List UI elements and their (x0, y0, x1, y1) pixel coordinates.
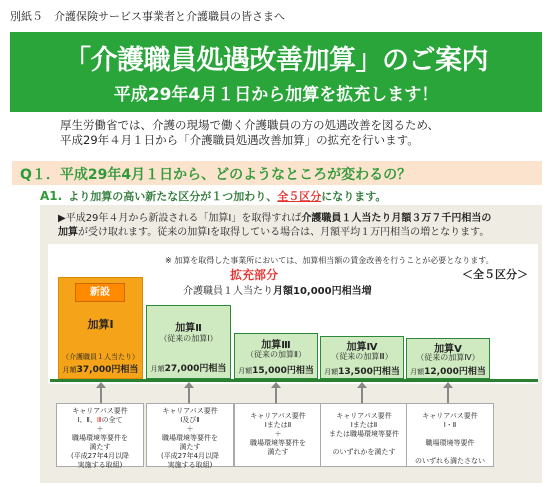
req-line: キャリアパス要件 (162, 407, 218, 415)
question-text: Q１．平成29年4月１日から、どのようなところが変わるの？ (20, 167, 412, 183)
up-arrow-icon (361, 383, 363, 403)
chart-note: ※ 加算を取得した事業所においては、加算相当額の賃金改善を行うことが必要となります。 (165, 256, 494, 265)
req-line: の全て (101, 416, 123, 424)
bar-kasan-4-amount (321, 364, 403, 377)
req-line: キャリアパス要件 (250, 412, 306, 420)
answer-text-end: になります。 (321, 190, 387, 203)
intro-line: 平成29年４月１日から「介護職員処遇改善加算」の拡充を行います。 (60, 133, 419, 147)
bar-kasan-3 (234, 333, 318, 379)
bar-kasan-4-amount-value: 13,500円相当 (338, 367, 400, 377)
requirement-box-2 (146, 403, 234, 467)
banner-subtitle: 平成29年4月１日から加算を拡充します！ (113, 85, 439, 105)
req-spacer (321, 439, 407, 448)
intro-paragraph (60, 118, 530, 148)
bar-kasan-3-amount (235, 363, 317, 376)
req-spacer (407, 430, 493, 439)
req-line: 満たす (179, 443, 201, 451)
bar-kasan-4-amount-prefix: 月額 (324, 368, 339, 376)
req-line: ⅠまたはⅡ (264, 421, 292, 429)
bar-kasan-2-amount (147, 361, 230, 374)
req-line: 職場環境等要件を (72, 434, 128, 442)
five-categories-label: ＜全５区分＞ (462, 268, 528, 281)
req-line: ＋ (186, 425, 194, 433)
document-label: 別紙５ 介護保険サービス事業者と介護職員の皆さまへ (10, 10, 285, 23)
bar-kasan-2-name: 加算Ⅱ (175, 323, 202, 334)
bar-kasan-3-amount-value: 15,000円相当 (252, 366, 314, 376)
panel-line2: が受け取れます。従来の加算Ⅰを取得している場合は、月額平均１万円相当の増となります。 (78, 227, 490, 238)
bar-kasan-1-amount-value: 37,000円相当 (76, 365, 139, 375)
bar-kasan-2-amount-value: 27,000円相当 (164, 364, 227, 374)
bar-kasan-5-sub: （従来の加算Ⅳ） (416, 353, 480, 362)
answer-line (40, 188, 386, 204)
req-line: (平成27年4月以降 (160, 452, 220, 460)
req-line: 実施する取組) (77, 461, 123, 469)
req-line: キャリアパス要件 (422, 412, 478, 420)
panel-line1: ▶平成29年４月から新設される「加算Ⅰ」を取得すれば (58, 213, 302, 224)
panel-line2-bold: 加算 (58, 227, 78, 238)
req-line: または職場環境等要件 (329, 430, 399, 438)
req-line: 満たす (267, 448, 289, 456)
bar-kasan-3-name: 加算Ⅲ (261, 340, 291, 351)
req-red: Ⅲ (96, 416, 102, 424)
requirement-box-5 (406, 403, 494, 467)
answer-text: より加算の高い新たな区分が１つ加わり、 (68, 190, 278, 203)
bar-kasan-5-amount (407, 364, 489, 377)
new-badge: 新設 (75, 283, 125, 302)
bar-kasan-4-name: 加算Ⅳ (346, 342, 378, 353)
req-line: ＋ (274, 430, 282, 438)
expansion-title: 拡充部分 (230, 268, 279, 282)
answer-head: A1. (40, 189, 63, 203)
bar-kasan-1-amount (59, 362, 142, 375)
req-line: ＋ (96, 425, 104, 433)
bar-kasan-4-sub: （従来の加算Ⅲ） (331, 352, 393, 361)
req-line: 職場環境等要件 (425, 439, 475, 447)
up-arrow-icon (188, 383, 190, 403)
req-line: ⅠまたはⅡ (350, 421, 378, 429)
bar-kasan-3-amount-prefix: 月額 (238, 367, 253, 375)
bar-kasan-5-amount-prefix: 月額 (410, 368, 425, 376)
req-line: のいずれかを満たす (332, 448, 396, 456)
req-line: のいずれも満たさない (415, 457, 485, 465)
expansion-detail-pre: 介護職員１人当たり (183, 286, 273, 297)
req-line: キャリアパス要件 (72, 407, 128, 415)
req-line: 満たす (89, 443, 111, 451)
bar-kasan-1-amount-prefix: 月額 (62, 366, 77, 374)
expansion-detail-bold: 月額10,000円相当増 (273, 286, 372, 297)
req-line: 実施する取組) (167, 461, 213, 469)
expansion-detail (183, 282, 372, 297)
bar-kasan-4 (320, 336, 404, 379)
answer-highlight: 全５区分 (277, 190, 322, 203)
panel-line1-bold: 介護職員１人当たり月額３万７千円相当の (301, 213, 492, 224)
panel-text (58, 212, 538, 240)
req-line: (平成27年4月以降 (70, 452, 130, 460)
bar-kasan-2 (146, 305, 231, 379)
req-line: 職場環境等要件を (250, 439, 306, 447)
req-spacer (407, 448, 493, 457)
chart-baseline (50, 379, 538, 382)
requirement-box-4 (320, 403, 408, 467)
req-line: 職場環境等要件を (162, 434, 218, 442)
up-arrow-icon (275, 383, 277, 403)
bar-kasan-2-sub: （従来の加算Ⅰ） (159, 334, 218, 343)
banner-title: 「介護職員処遇改善加算」のご案内 (64, 45, 488, 76)
req-line: Ⅰ及びⅡ (180, 416, 200, 424)
requirement-box-1 (56, 403, 144, 467)
up-arrow-icon (447, 383, 449, 403)
req-line: キャリアパス要件 (336, 412, 392, 420)
title-banner (10, 32, 542, 112)
requirement-box-3 (234, 403, 322, 467)
intro-line: 厚生労働省では、介護の現場で働く介護職員の方の処遇改善を図るため、 (60, 118, 440, 132)
up-arrow-icon (100, 383, 102, 403)
bar-kasan-5-amount-value: 12,000円相当 (424, 367, 486, 377)
bar-kasan-1-note: （介護職員１人当たり） (62, 353, 139, 361)
bar-kasan-5-name: 加算Ⅴ (434, 344, 462, 355)
bar-kasan-2-amount-prefix: 月額 (150, 365, 165, 373)
req-line: Ⅰ、Ⅱ、 (77, 416, 97, 424)
question-block (12, 161, 542, 185)
bar-kasan-1-name: 加算Ⅰ (87, 318, 114, 331)
bar-kasan-5 (406, 338, 490, 379)
req-line: Ⅰ・Ⅱ (443, 421, 457, 429)
bar-kasan-3-sub: （従来の加算Ⅱ） (246, 350, 306, 359)
